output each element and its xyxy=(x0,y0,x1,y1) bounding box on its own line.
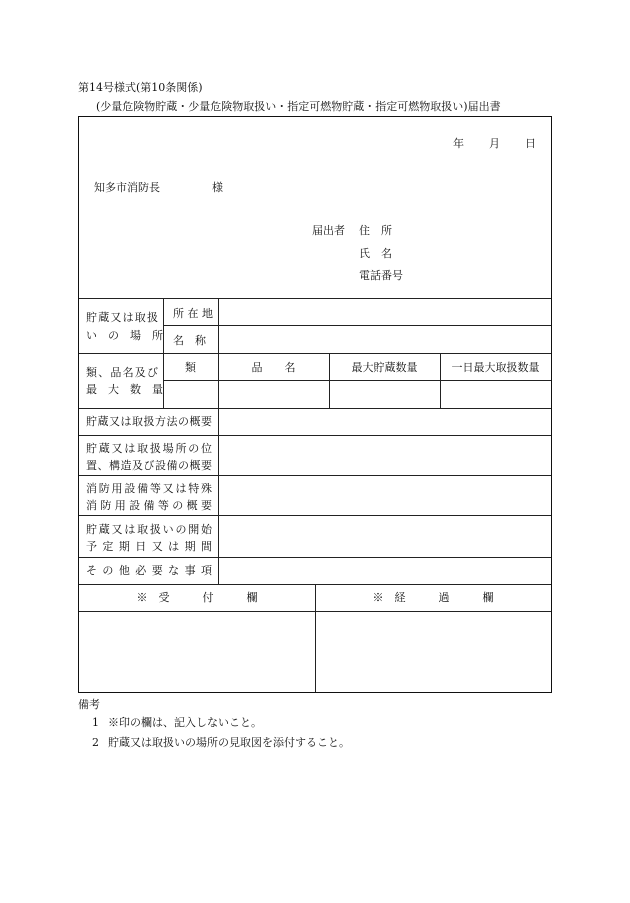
location-address-label: 所 在 地 xyxy=(173,307,213,320)
reception-column-label: ※ 受 付 欄 xyxy=(136,591,258,604)
method-overview-label: 貯蔵又は取扱方法の概要 xyxy=(86,415,212,428)
applicant-name-label: 氏 名 xyxy=(359,247,392,260)
date-day-label: 日 xyxy=(525,137,536,150)
items-header-line2: 最 大 数 量 xyxy=(86,383,163,396)
note-number-1: 1 xyxy=(92,716,99,729)
facility-label-line1: 貯蔵又は取扱場所の位 xyxy=(86,442,212,455)
fire-equipment-label-line2: 消防用設備等の概要 xyxy=(86,499,212,512)
facility-label-line2: 置、構造及び設備の概要 xyxy=(86,459,212,472)
column-class: 類 xyxy=(185,361,196,374)
applicant-phone-label: 電話番号 xyxy=(359,269,403,282)
note-text-1: ※印の欄は、記入しないこと。 xyxy=(108,716,262,729)
fire-equipment-label-line1: 消防用設備等又は特殊 xyxy=(86,482,212,495)
schedule-label-line2: 予定期日又は期間 xyxy=(86,540,212,553)
applicant-address-label: 住 所 xyxy=(359,224,392,237)
items-header-line1: 類、品名及び xyxy=(86,366,158,379)
addressee-name: 知多市消防長 xyxy=(94,181,160,194)
notes-heading: 備考 xyxy=(78,698,100,711)
applicant-label: 届出者 xyxy=(312,224,345,237)
addressee-honorific: 様 xyxy=(212,181,223,194)
date-month-label: 月 xyxy=(489,137,500,150)
location-header-line1: 貯蔵又は取扱 xyxy=(86,311,158,324)
column-product-name: 品 名 xyxy=(251,361,296,374)
note-text-2: 貯蔵又は取扱いの場所の見取図を添付すること。 xyxy=(108,736,350,749)
progress-column-label: ※ 経 過 欄 xyxy=(372,591,494,604)
schedule-label-line1: 貯蔵又は取扱いの開始 xyxy=(86,523,212,536)
other-matters-label: その他必要な事項 xyxy=(86,564,212,577)
location-header-line2: い の 場 所 xyxy=(86,329,163,342)
form-table xyxy=(78,116,552,693)
column-daily-max-handling: 一日最大取扱数量 xyxy=(451,361,540,374)
date-year-label: 年 xyxy=(453,137,464,150)
location-name-label: 名 称 xyxy=(173,334,206,347)
form-subtitle: (少量危険物貯蔵・少量危険物取扱い・指定可燃物貯蔵・指定可燃物取扱い)届出書 xyxy=(96,100,501,113)
note-number-2: 2 xyxy=(92,736,99,749)
form-number-title: 第14号様式(第10条関係) xyxy=(78,81,203,94)
column-max-storage: 最大貯蔵数量 xyxy=(351,361,418,374)
